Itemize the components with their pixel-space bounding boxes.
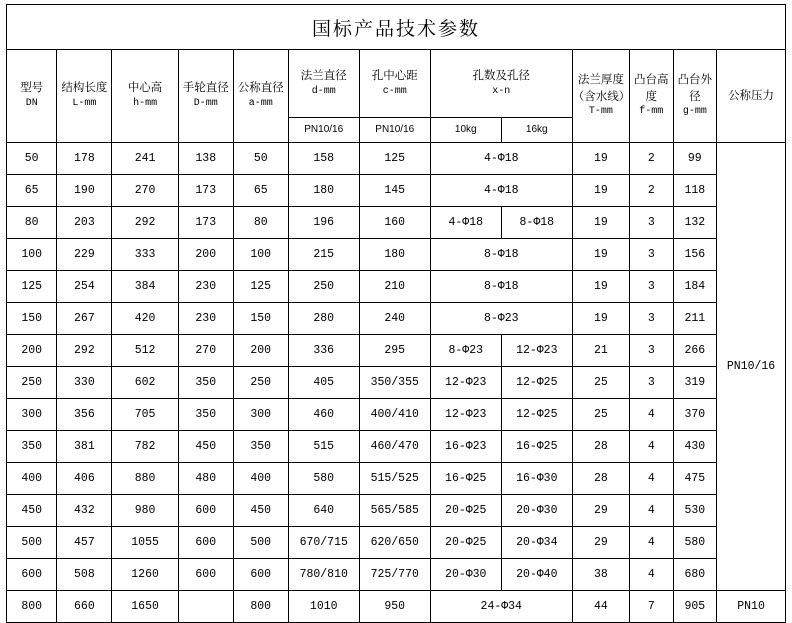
cell-boss-height: 3	[630, 303, 674, 335]
cell-dn: 600	[7, 559, 57, 591]
table-row	[7, 463, 786, 495]
cell-boss-height: 4	[630, 431, 674, 463]
header-label-unit: d-mm	[311, 85, 336, 97]
cell-nominal-pressure-main: PN10/16	[717, 143, 786, 591]
header-label-cn: 公称直径	[237, 82, 284, 95]
table-row	[7, 399, 786, 431]
header-sublabel-10kg: 10kg	[454, 123, 477, 135]
cell-length: 178	[57, 143, 112, 175]
cell-dn: 50	[7, 143, 57, 175]
cell-center-height: 782	[112, 431, 178, 463]
cell-center-height: 512	[112, 335, 178, 367]
cell-length: 432	[57, 495, 112, 527]
cell-boss-outer-diameter: 184	[673, 271, 717, 303]
header-label-unit: g-mm	[682, 106, 707, 118]
cell-boss-height: 3	[630, 207, 674, 239]
column-header-boss-outer-diameter	[673, 50, 717, 143]
cell-center-height: 1650	[112, 591, 178, 623]
cell-flange-thickness: 28	[572, 463, 629, 495]
table-row	[7, 527, 786, 559]
cell-handwheel-diameter: 173	[178, 175, 233, 207]
cell-holes-10kg: 12-Φ23	[445, 408, 487, 421]
cell-holes-10kg: 8-Φ23	[448, 344, 484, 357]
cell-hole-center-distance: 350/355	[359, 367, 430, 399]
cell-holes	[430, 399, 572, 431]
cell-length: 356	[57, 399, 112, 431]
cell-holes-merged: 8-Φ23	[484, 312, 519, 325]
cell-boss-height: 4	[630, 463, 674, 495]
cell-holes-16kg: 16-Φ25	[501, 431, 572, 462]
cell-boss-height: 7	[630, 591, 674, 623]
cell-boss-outer-diameter: 530	[673, 495, 717, 527]
cell-hole-center-distance: 295	[359, 335, 430, 367]
cell-boss-height: 4	[630, 495, 674, 527]
cell-flange-diameter: 158	[288, 143, 359, 175]
cell-holes-10kg: 20-Φ25	[445, 536, 487, 549]
cell-flange-diameter: 640	[288, 495, 359, 527]
cell-length: 381	[57, 431, 112, 463]
cell-flange-thickness: 44	[572, 591, 629, 623]
cell-flange-diameter: 515	[288, 431, 359, 463]
cell-nominal-pressure-last: PN10	[717, 591, 786, 623]
cell-nominal-diameter: 800	[233, 591, 288, 623]
cell-flange-diameter: 180	[288, 175, 359, 207]
cell-dn: 400	[7, 463, 57, 495]
header-label-cn: 法兰直径	[300, 69, 347, 82]
cell-holes	[430, 303, 572, 335]
cell-dn: 80	[7, 207, 57, 239]
table-row	[7, 239, 786, 271]
cell-center-height: 384	[112, 271, 178, 303]
header-label-cn: 中心高	[127, 82, 163, 95]
cell-flange-diameter: 336	[288, 335, 359, 367]
cell-handwheel-diameter: 350	[178, 367, 233, 399]
cell-boss-outer-diameter: 99	[673, 143, 717, 175]
header-label-unit: DN	[25, 98, 38, 110]
cell-dn: 200	[7, 335, 57, 367]
cell-boss-outer-diameter: 905	[673, 591, 717, 623]
cell-nominal-diameter: 600	[233, 559, 288, 591]
cell-hole-center-distance: 950	[359, 591, 430, 623]
technical-parameters-sheet	[0, 4, 792, 613]
table-row	[7, 207, 786, 239]
cell-center-height: 602	[112, 367, 178, 399]
header-label-cn: 法兰厚度（含水线）	[572, 74, 631, 103]
cell-length: 203	[57, 207, 112, 239]
cell-holes-merged: 24-Φ34	[480, 600, 522, 613]
column-header-flange-thickness	[572, 50, 629, 143]
page-title: 国标产品技术参数	[7, 5, 786, 50]
cell-holes-16kg: 12-Φ25	[501, 367, 572, 398]
cell-boss-outer-diameter: 132	[673, 207, 717, 239]
cell-holes-16kg: 12-Φ25	[501, 399, 572, 430]
cell-flange-diameter: 670/715	[288, 527, 359, 559]
cell-holes	[430, 431, 572, 463]
cell-dn: 300	[7, 399, 57, 431]
cell-holes	[430, 175, 572, 207]
table-row	[7, 591, 786, 623]
cell-flange-diameter: 580	[288, 463, 359, 495]
column-header-hole-center-distance	[359, 50, 430, 143]
cell-boss-height: 3	[630, 335, 674, 367]
cell-flange-thickness: 21	[572, 335, 629, 367]
cell-length: 267	[57, 303, 112, 335]
cell-nominal-diameter: 80	[233, 207, 288, 239]
table-row	[7, 271, 786, 303]
cell-boss-outer-diameter: 430	[673, 431, 717, 463]
cell-flange-thickness: 19	[572, 175, 629, 207]
cell-hole-center-distance: 725/770	[359, 559, 430, 591]
cell-center-height: 1055	[112, 527, 178, 559]
cell-holes-merged: 4-Φ18	[484, 184, 519, 197]
header-label-cn: 凸台高度	[634, 74, 669, 103]
table-row	[7, 303, 786, 335]
cell-nominal-diameter: 500	[233, 527, 288, 559]
cell-flange-thickness: 19	[572, 239, 629, 271]
table-row	[7, 143, 786, 175]
cell-hole-center-distance: 460/470	[359, 431, 430, 463]
column-header-length	[57, 50, 112, 143]
cell-holes	[430, 207, 572, 239]
cell-dn: 350	[7, 431, 57, 463]
cell-length: 190	[57, 175, 112, 207]
table-row	[7, 431, 786, 463]
header-label-cn: 孔数及孔径	[472, 69, 531, 82]
column-header-nominal-diameter	[233, 50, 288, 143]
cell-handwheel-diameter: 350	[178, 399, 233, 431]
cell-holes	[430, 559, 572, 591]
header-label-unit: x-n	[492, 85, 511, 97]
header-label-cn: 孔中心距	[371, 69, 418, 82]
cell-holes	[430, 527, 572, 559]
cell-boss-outer-diameter: 370	[673, 399, 717, 431]
cell-dn: 150	[7, 303, 57, 335]
cell-hole-center-distance: 125	[359, 143, 430, 175]
cell-length: 660	[57, 591, 112, 623]
cell-holes-merged: 8-Φ18	[484, 280, 519, 293]
cell-holes-10kg: 4-Φ18	[448, 216, 484, 229]
cell-holes-16kg: 20-Φ30	[501, 495, 572, 526]
cell-flange-diameter: 196	[288, 207, 359, 239]
cell-hole-center-distance: 160	[359, 207, 430, 239]
cell-flange-thickness: 19	[572, 207, 629, 239]
cell-nominal-diameter: 65	[233, 175, 288, 207]
cell-holes	[430, 239, 572, 271]
column-header-nominal-pressure	[717, 50, 786, 143]
cell-length: 330	[57, 367, 112, 399]
cell-handwheel-diameter: 600	[178, 527, 233, 559]
cell-flange-diameter: 460	[288, 399, 359, 431]
cell-nominal-diameter: 350	[233, 431, 288, 463]
header-label-unit: a-mm	[248, 98, 273, 110]
cell-center-height: 705	[112, 399, 178, 431]
cell-boss-outer-diameter: 580	[673, 527, 717, 559]
header-sublabel-pn: PN10/16	[304, 123, 344, 135]
cell-dn: 500	[7, 527, 57, 559]
column-header-center-height	[112, 50, 178, 143]
cell-handwheel-diameter: 138	[178, 143, 233, 175]
cell-holes	[430, 463, 572, 495]
cell-flange-thickness: 19	[572, 303, 629, 335]
header-sublabel-16kg: 16kg	[501, 118, 572, 142]
cell-flange-diameter: 215	[288, 239, 359, 271]
cell-holes-10kg: 12-Φ23	[445, 376, 487, 389]
cell-holes	[430, 143, 572, 175]
cell-holes-merged: 4-Φ18	[484, 152, 519, 165]
cell-dn: 100	[7, 239, 57, 271]
cell-center-height: 1260	[112, 559, 178, 591]
cell-holes-16kg: 16-Φ30	[501, 463, 572, 494]
cell-boss-height: 2	[630, 175, 674, 207]
table-row	[7, 335, 786, 367]
cell-length: 254	[57, 271, 112, 303]
header-label-unit: T-mm	[588, 106, 613, 118]
header-label-unit: c-mm	[382, 85, 407, 97]
header-label-cn: 型号	[20, 82, 44, 95]
table-row	[7, 367, 786, 399]
table-row	[7, 175, 786, 207]
cell-holes	[430, 335, 572, 367]
cell-boss-outer-diameter: 475	[673, 463, 717, 495]
parameters-table	[6, 4, 786, 623]
cell-length: 457	[57, 527, 112, 559]
cell-boss-height: 3	[630, 239, 674, 271]
cell-boss-height: 3	[630, 271, 674, 303]
cell-boss-outer-diameter: 156	[673, 239, 717, 271]
cell-boss-height: 4	[630, 527, 674, 559]
cell-dn: 800	[7, 591, 57, 623]
cell-holes-10kg: 20-Φ25	[445, 504, 487, 517]
cell-holes	[430, 495, 572, 527]
cell-flange-thickness: 28	[572, 431, 629, 463]
cell-handwheel-diameter: 173	[178, 207, 233, 239]
column-header-holes-count-diameter	[430, 50, 572, 143]
cell-holes	[430, 271, 572, 303]
header-label-unit: h-mm	[133, 98, 158, 110]
cell-nominal-diameter: 450	[233, 495, 288, 527]
cell-center-height: 292	[112, 207, 178, 239]
cell-hole-center-distance: 515/525	[359, 463, 430, 495]
cell-boss-height: 4	[630, 559, 674, 591]
cell-holes-16kg: 20-Φ34	[501, 527, 572, 558]
cell-nominal-diameter: 200	[233, 335, 288, 367]
cell-center-height: 420	[112, 303, 178, 335]
header-label-cn: 手轮直径	[182, 82, 229, 95]
header-label-unit: L-mm	[72, 98, 97, 110]
cell-nominal-diameter: 150	[233, 303, 288, 335]
cell-handwheel-diameter: 450	[178, 431, 233, 463]
column-header-boss-height	[630, 50, 674, 143]
cell-holes-10kg: 20-Φ30	[445, 568, 487, 581]
cell-holes-merged: 8-Φ18	[484, 248, 519, 261]
cell-nominal-diameter: 50	[233, 143, 288, 175]
header-label-cn: 凸台外径	[677, 74, 713, 103]
cell-handwheel-diameter: 270	[178, 335, 233, 367]
cell-flange-diameter: 280	[288, 303, 359, 335]
column-header-dn	[7, 50, 57, 143]
cell-hole-center-distance: 145	[359, 175, 430, 207]
cell-nominal-diameter: 400	[233, 463, 288, 495]
cell-handwheel-diameter: 600	[178, 495, 233, 527]
cell-flange-thickness: 25	[572, 367, 629, 399]
cell-holes-16kg: 12-Φ23	[501, 335, 572, 366]
cell-length: 229	[57, 239, 112, 271]
column-header-flange-diameter	[288, 50, 359, 143]
cell-handwheel-diameter: 600	[178, 559, 233, 591]
cell-hole-center-distance: 240	[359, 303, 430, 335]
cell-hole-center-distance: 620/650	[359, 527, 430, 559]
cell-nominal-diameter: 125	[233, 271, 288, 303]
cell-flange-diameter: 250	[288, 271, 359, 303]
cell-center-height: 241	[112, 143, 178, 175]
header-label-cn: 结构长度	[61, 82, 108, 95]
table-row	[7, 495, 786, 527]
cell-hole-center-distance: 400/410	[359, 399, 430, 431]
cell-length: 406	[57, 463, 112, 495]
cell-handwheel-diameter: 200	[178, 239, 233, 271]
cell-flange-diameter: 780/810	[288, 559, 359, 591]
cell-holes-16kg: 8-Φ18	[501, 207, 572, 238]
cell-holes-16kg: 20-Φ40	[501, 559, 572, 590]
cell-hole-center-distance: 565/585	[359, 495, 430, 527]
cell-boss-outer-diameter: 319	[673, 367, 717, 399]
cell-holes	[430, 367, 572, 399]
cell-flange-diameter: 1010	[288, 591, 359, 623]
cell-boss-height: 3	[630, 367, 674, 399]
header-label-unit: D-mm	[193, 98, 218, 110]
cell-flange-thickness: 25	[572, 399, 629, 431]
cell-dn: 250	[7, 367, 57, 399]
header-sublabel-pn: PN10/16	[375, 123, 415, 135]
cell-boss-outer-diameter: 680	[673, 559, 717, 591]
cell-center-height: 270	[112, 175, 178, 207]
cell-flange-thickness: 29	[572, 527, 629, 559]
cell-holes	[430, 591, 572, 623]
cell-center-height: 880	[112, 463, 178, 495]
cell-boss-outer-diameter: 266	[673, 335, 717, 367]
cell-flange-thickness: 19	[572, 143, 629, 175]
cell-hole-center-distance: 180	[359, 239, 430, 271]
cell-center-height: 333	[112, 239, 178, 271]
cell-length: 292	[57, 335, 112, 367]
cell-holes-10kg: 16-Φ23	[445, 440, 487, 453]
cell-flange-thickness: 29	[572, 495, 629, 527]
cell-nominal-diameter: 300	[233, 399, 288, 431]
cell-handwheel-diameter	[178, 591, 233, 623]
column-header-handwheel-diameter	[178, 50, 233, 143]
cell-nominal-diameter: 100	[233, 239, 288, 271]
cell-nominal-diameter: 250	[233, 367, 288, 399]
header-label-cn: 公称压力	[728, 89, 775, 102]
cell-flange-diameter: 405	[288, 367, 359, 399]
cell-hole-center-distance: 210	[359, 271, 430, 303]
cell-boss-height: 2	[630, 143, 674, 175]
cell-flange-thickness: 19	[572, 271, 629, 303]
cell-center-height: 980	[112, 495, 178, 527]
cell-boss-outer-diameter: 118	[673, 175, 717, 207]
cell-boss-height: 4	[630, 399, 674, 431]
header-label-unit: f-mm	[639, 106, 664, 118]
table-row	[7, 559, 786, 591]
cell-dn: 450	[7, 495, 57, 527]
header-row	[7, 50, 786, 143]
cell-holes-10kg: 16-Φ25	[445, 472, 487, 485]
cell-dn: 65	[7, 175, 57, 207]
cell-handwheel-diameter: 480	[178, 463, 233, 495]
cell-handwheel-diameter: 230	[178, 271, 233, 303]
cell-flange-thickness: 38	[572, 559, 629, 591]
cell-boss-outer-diameter: 211	[673, 303, 717, 335]
title-row	[7, 5, 786, 50]
cell-length: 508	[57, 559, 112, 591]
cell-handwheel-diameter: 230	[178, 303, 233, 335]
cell-dn: 125	[7, 271, 57, 303]
